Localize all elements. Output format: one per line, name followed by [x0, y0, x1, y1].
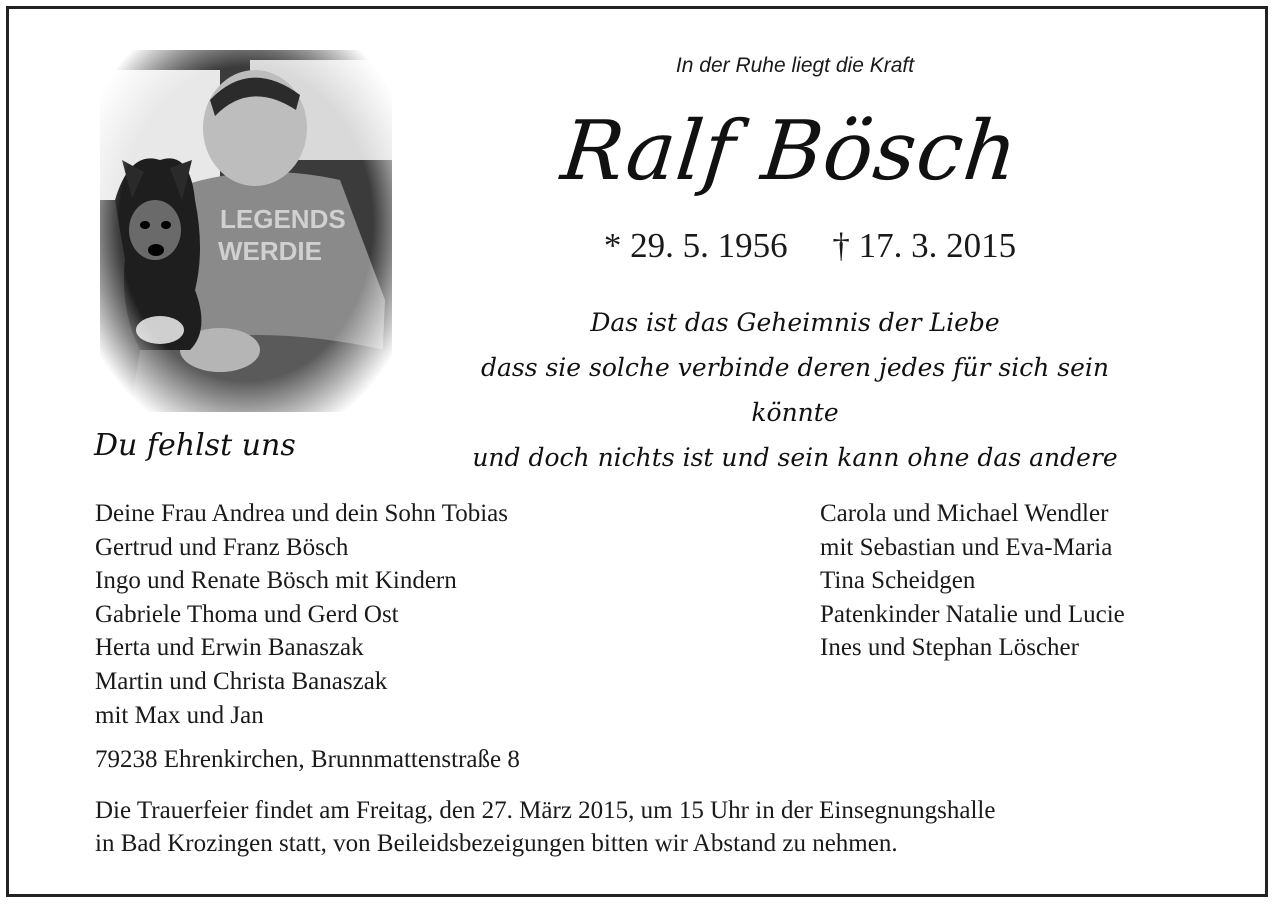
mourner-entry: mit Sebastian und Eva-Maria	[820, 533, 1113, 561]
verse-line: und doch nichts ist und sein kann ohne das andere	[472, 443, 1118, 472]
funeral-notice	[95, 794, 1155, 860]
verse	[440, 300, 1150, 480]
death-date: † 17. 3. 2015	[832, 226, 1017, 265]
portrait-photo	[100, 50, 392, 412]
mourners-right	[820, 497, 1125, 665]
mourner-entry: Martin und Christa Banaszak	[95, 667, 388, 695]
mourners-left	[95, 497, 508, 732]
mourner-entry: mit Max und Jan	[95, 701, 264, 729]
notice-line: Die Trauerfeier findet am Freitag, den 27. März 2015, um 15 Uhr in der Einsegnungshalle	[95, 797, 996, 824]
mourner-entry: Ines und Stephan Löscher	[820, 634, 1079, 662]
mourner-entry: Gertrud und Franz Bösch	[95, 533, 349, 561]
mourner-entry: Carola und Michael Wendler	[820, 500, 1109, 527]
verse-line: Das ist das Geheimnis der Liebe	[590, 308, 1000, 337]
mourner-entry: Gabriele Thoma und Gerd Ost	[95, 600, 399, 628]
birth-date: * 29. 5. 1956	[603, 226, 788, 265]
mourner-entry: Patenkinder Natalie und Lucie	[820, 600, 1125, 628]
motto: In der Ruhe liegt die Kraft	[675, 54, 915, 77]
missed-heading: Du fehlst uns	[94, 428, 296, 463]
mourner-entry: Deine Frau Andrea und dein Sohn Tobias	[95, 500, 509, 527]
mourner-entry: Herta und Erwin Banaszak	[95, 634, 364, 662]
life-dates	[560, 226, 1060, 266]
mourner-entry: Tina Scheidgen	[820, 567, 976, 595]
deceased-name: Ralf Bösch	[557, 104, 1023, 199]
notice-line: in Bad Krozingen statt, von Beileidsbezeigungen bitten wir Abstand zu nehmen.	[95, 830, 898, 857]
mourner-entry: Ingo und Renate Bösch mit Kindern	[95, 567, 457, 595]
verse-line: dass sie solche verbinde deren jedes für sich sein könnte	[480, 353, 1110, 427]
family-address: 79238 Ehrenkirchen, Brunnmattenstraße 8	[95, 746, 520, 773]
